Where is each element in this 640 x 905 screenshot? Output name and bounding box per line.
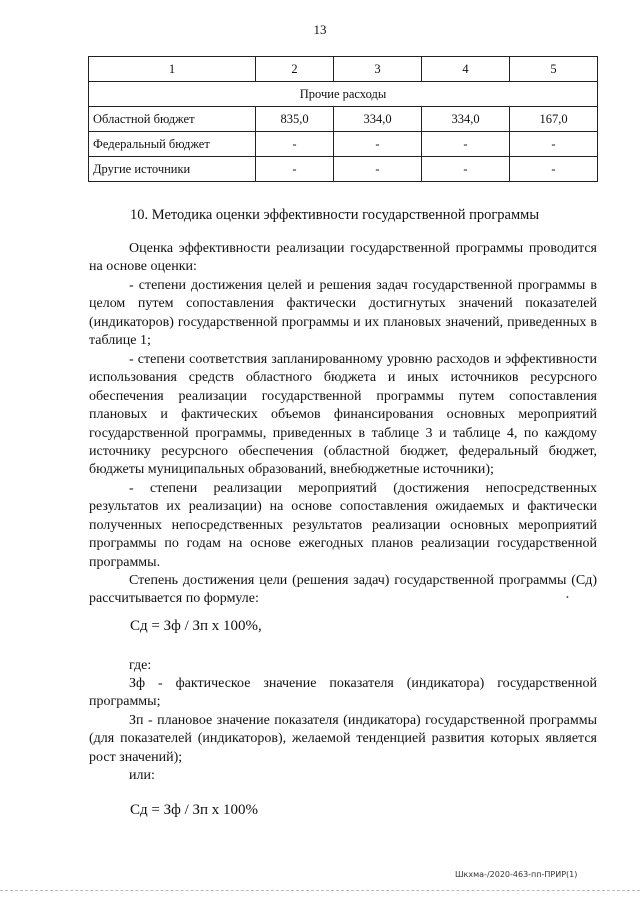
table-cell: 334,0	[422, 107, 510, 132]
table-section-row	[89, 82, 598, 107]
paragraph-activities: - степени реализации мероприятий (достижения непосредственных результатов их реализации) на основе сопоставления ожидаемых и фактически полученных непосредственных результатов реализации основных мероприятий программы по годам на основе ежегодных планов реализации государственной программы.	[89, 481, 597, 570]
bottom-divider	[0, 890, 640, 891]
table-cell: 835,0	[256, 107, 334, 132]
table-cell: -	[256, 132, 334, 157]
table-row-label: Другие источники	[89, 157, 256, 182]
formula-2: Сд = Зф / Зп х 100%	[130, 802, 259, 818]
table-header-cell: 1	[89, 57, 256, 82]
table-header-cell: 5	[510, 57, 598, 82]
page-number: 13	[313, 22, 327, 37]
budget-table	[88, 56, 598, 182]
table-row-label: Федеральный бюджет	[89, 132, 256, 157]
table-cell: -	[422, 132, 510, 157]
table-header-cell: 4	[422, 57, 510, 82]
paragraph-formula-intro: Степень достижения цели (решения задач) государственной программы (Сд) рассчитывается по формуле:	[89, 573, 597, 607]
section-heading: 10. Методика оценки эффективности государственной программы	[130, 207, 540, 223]
table-row	[89, 107, 598, 132]
table-section-title: Прочие расходы	[89, 82, 598, 107]
table-cell: -	[510, 132, 598, 157]
table-header-cell: 3	[334, 57, 422, 82]
definition-fact: Зф - фактическое значение показателя (индикатора) государственной программы;	[89, 676, 597, 710]
table-cell: -	[510, 157, 598, 182]
where-label: где:	[129, 658, 152, 673]
or-label: или:	[129, 768, 155, 783]
table-row-label: Областной бюджет	[89, 107, 256, 132]
table-cell: 334,0	[334, 107, 422, 132]
table-header-cell: 2	[256, 57, 334, 82]
table-cell: -	[422, 157, 510, 182]
paragraph-intro: Оценка эффективности реализации государственной программы проводится на основе оценки:	[89, 241, 597, 275]
formula-1: Сд = Зф / Зп х 100%,	[130, 618, 262, 634]
definition-plan: Зп - плановое значение показателя (индикатора) государственной программы (для показателей (индикаторов), желаемой тенденцией развития которых является рост значений);	[89, 713, 597, 765]
paragraph-goals: - степени достижения целей и решения задач государственной программы в целом путем сопоставления фактически достигнутых значений показателей (индикаторов) государственной программы и их плановых значений, приведенных в таблице 1;	[89, 278, 597, 349]
table-cell: -	[256, 157, 334, 182]
paragraph-expenses: - степени соответствия запланированному уровню расходов и эффективности использования средств областного бюджета и иных источников ресурсного обеспечения реализации государственной программы путем сопоставления плановых и фактических объемов финансирования основных мероприятий государственной программы, приведенных в таблице 3 и таблице 4, по каждому источнику ресурсного обеспечения (областной бюджет, федеральный бюджет, бюджеты муниципальных образований, внебюджетные источники);	[89, 352, 597, 478]
table-row	[89, 132, 598, 157]
table-cell: -	[334, 157, 422, 182]
table-row	[89, 157, 598, 182]
table-header-row	[89, 57, 598, 82]
document-code: Шкхма-/2020-463-пп-ПРИР(1)	[455, 870, 578, 879]
table-cell: 167,0	[510, 107, 598, 132]
stray-mark: •	[566, 593, 569, 602]
table-cell: -	[334, 132, 422, 157]
